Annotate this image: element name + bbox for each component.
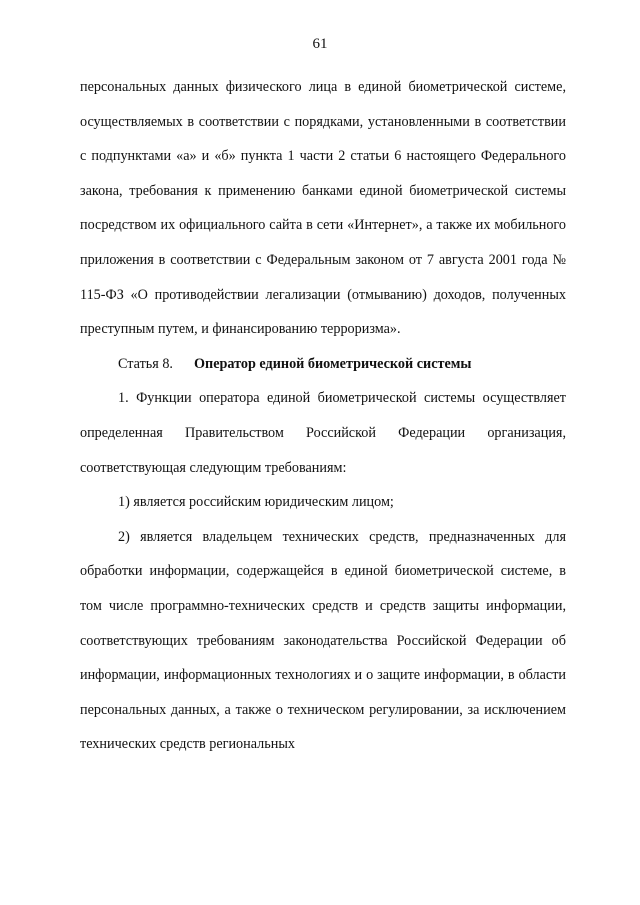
paragraph-clause-1: 1. Функции оператора единой биометрической системы осуществляет определенная Правительством Российской Федерации организация, соответствующая следующим требованиям: — [80, 390, 566, 476]
paragraph-continuation: персональных данных физического лица в единой биометрической системе, осуществляемых в соответствии с порядками, установленными в соответствии с подпунктами «а» и «б» пункта 1 части 2 статьи 6 настоящего Федерального закона, требования к применению банками единой биометрической системы посредством их официального сайта в сети «Интернет», а также их мобильного приложения в соответствии с Федеральным законом от 7 августа 2001 года № 115-ФЗ «О противодействии легализации (отмыванию) доходов, полученных преступным путем, и финансированию терроризма». — [80, 79, 566, 338]
article-number: Статья 8. — [118, 355, 173, 372]
article-title: Оператор единой биометрической системы — [194, 355, 472, 372]
article-heading — [80, 347, 566, 382]
paragraph-item-2: 2) является владельцем технических средств, предназначенных для обработки информации, содержащейся в единой биометрической системе, в том числе программно-технических средств и средств защиты информации, соответствующих требованиям законодательства Российской Федерации об информации, информационных технологиях и о защите информации, в области персональных данных, а также о техническом регулировании, за исключением технических средств региональных — [80, 528, 566, 753]
document-body — [80, 70, 566, 762]
page-number: 61 — [312, 36, 328, 52]
paragraph-item-1: 1) является российским юридическим лицом; — [118, 494, 394, 511]
